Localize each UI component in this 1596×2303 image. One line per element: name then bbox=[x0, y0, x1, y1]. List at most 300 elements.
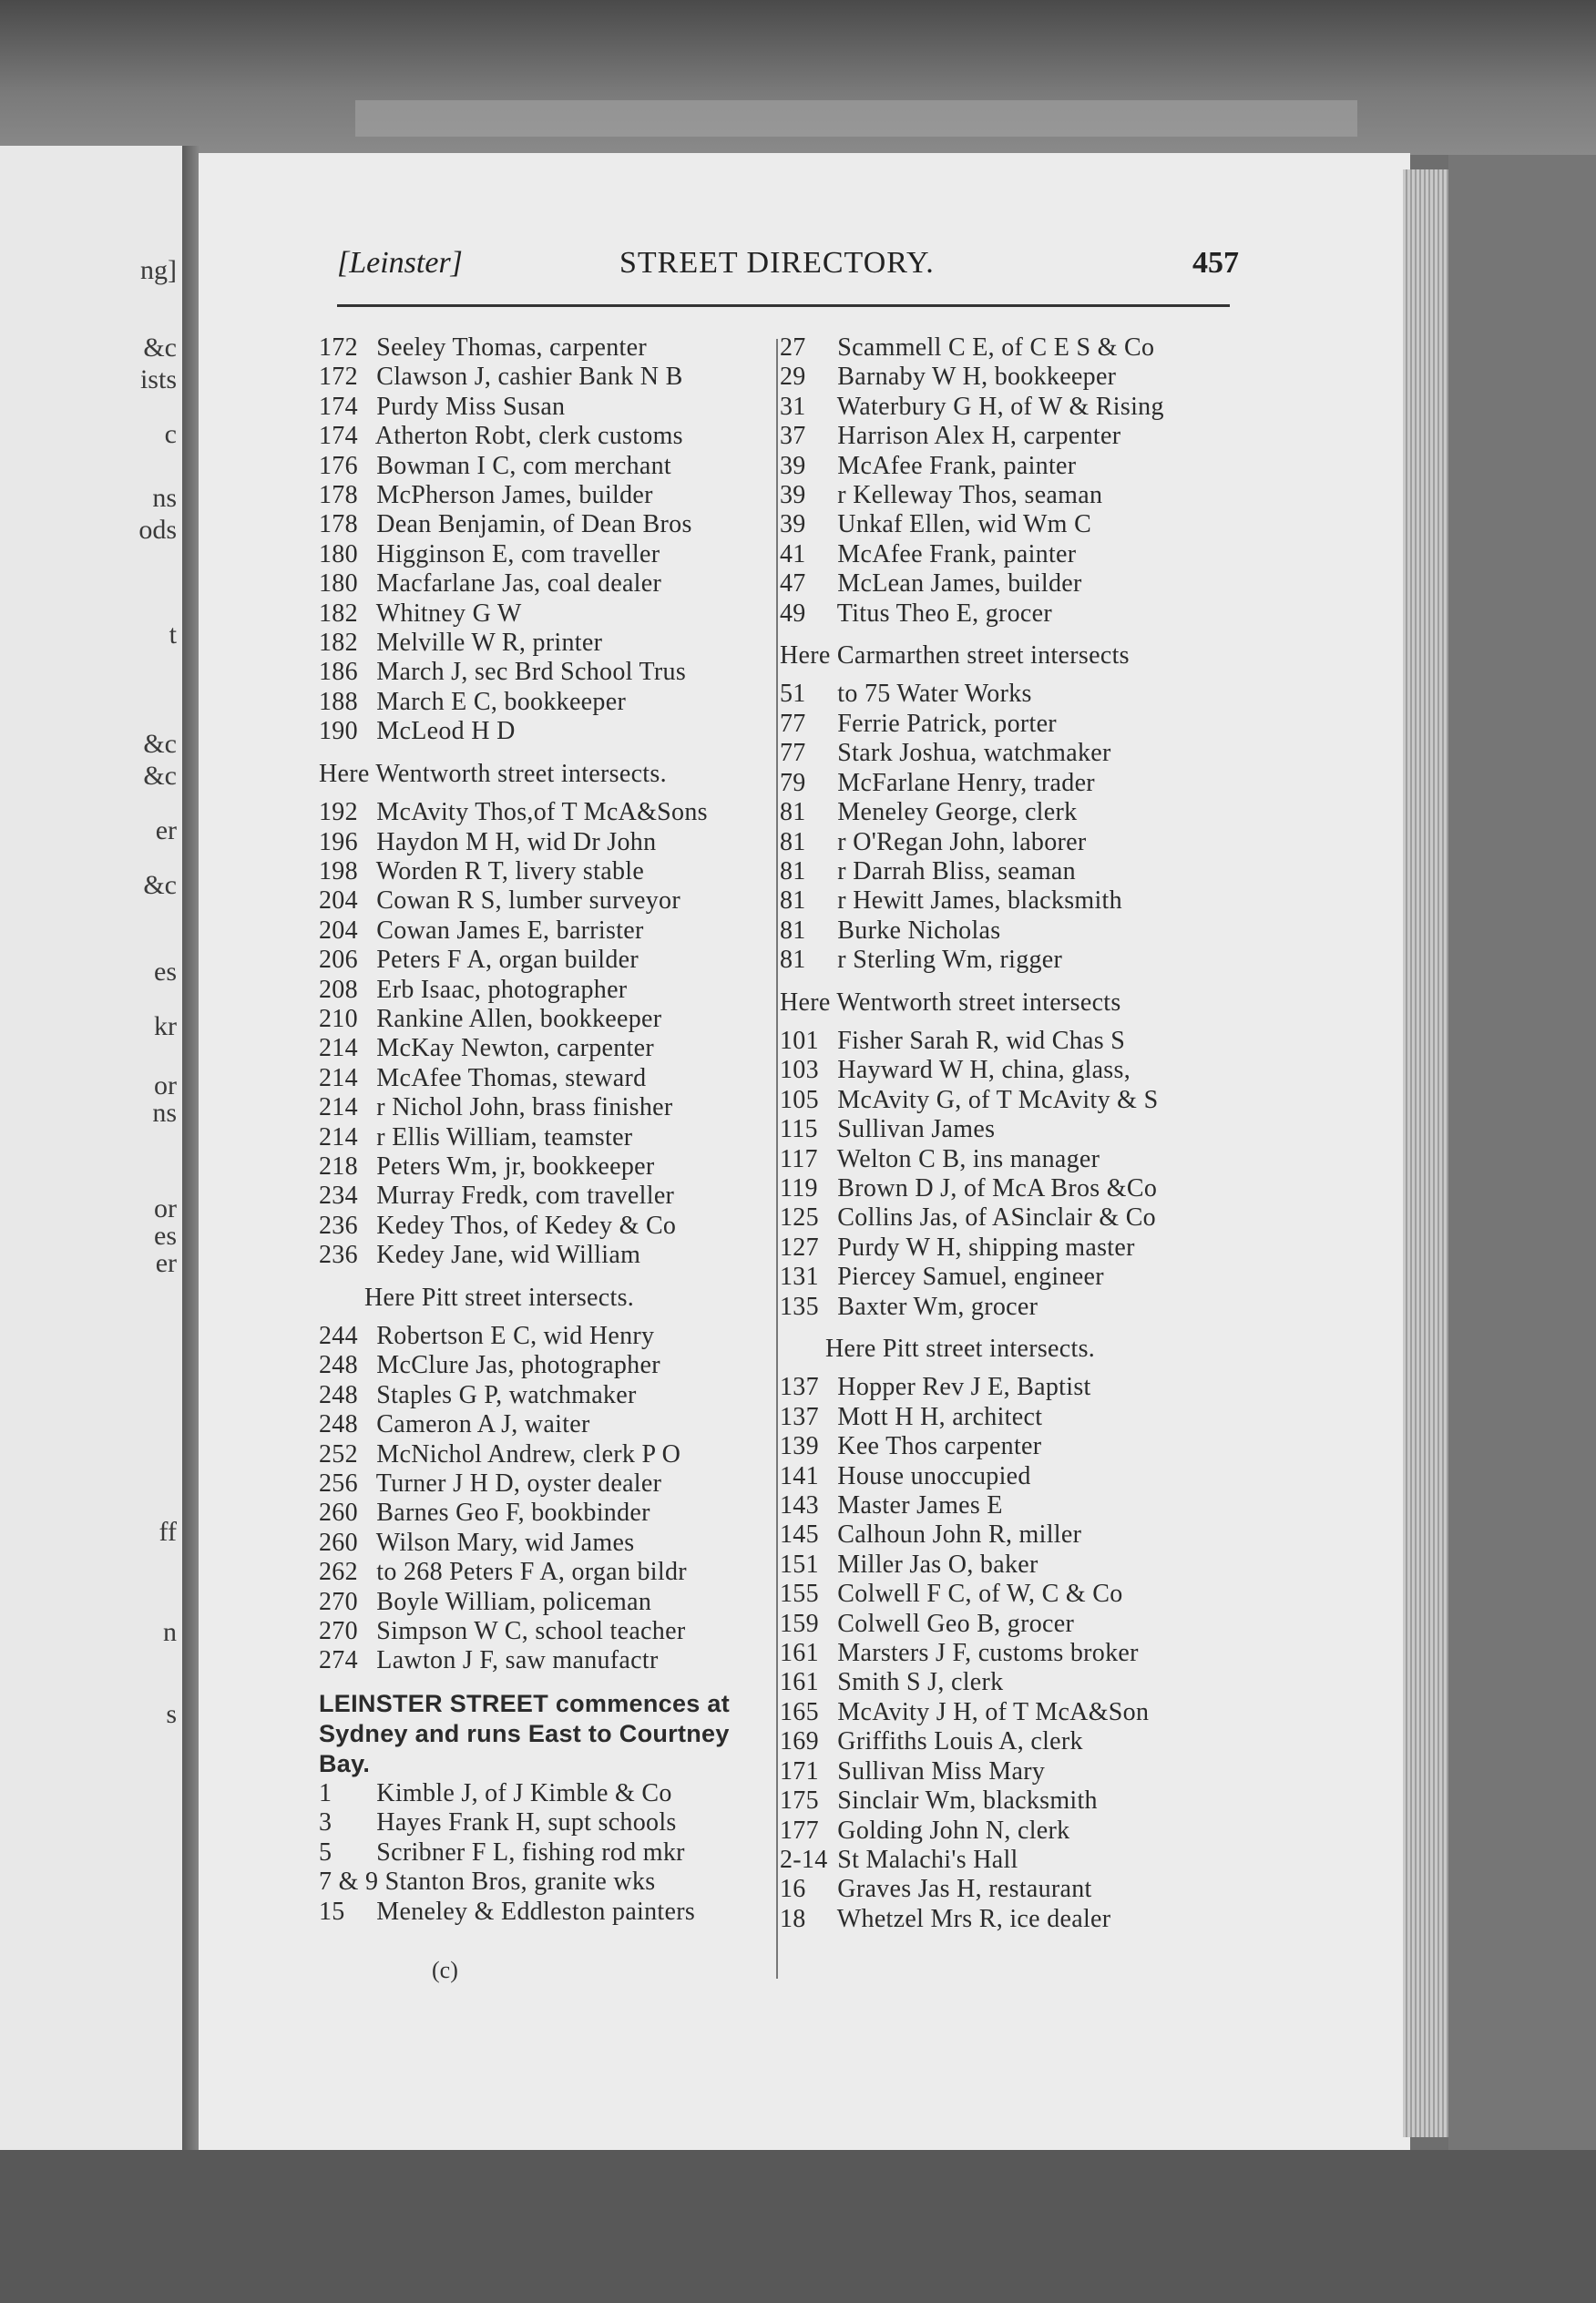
resident-text: Stanton Bros, granite wks bbox=[378, 1868, 656, 1897]
intersection-note: Here Wentworth street intersects. bbox=[319, 759, 667, 788]
directory-entry bbox=[319, 658, 774, 687]
house-number: 79 bbox=[780, 768, 806, 797]
left-column bbox=[319, 333, 774, 1927]
directory-entry bbox=[780, 1580, 1235, 1609]
directory-entry bbox=[319, 717, 774, 746]
directory-entry bbox=[780, 1817, 1235, 1846]
resident-text: March E C, bookkeeper bbox=[370, 687, 627, 716]
house-number: 171 bbox=[780, 1756, 819, 1786]
resident-text: Welton C B, ins manager bbox=[831, 1144, 1100, 1173]
directory-entry bbox=[319, 1898, 774, 1927]
house-number: 155 bbox=[780, 1580, 819, 1609]
resident-text: Collins Jas, of ASinclair & Co bbox=[831, 1203, 1156, 1233]
directory-entry bbox=[780, 857, 1235, 886]
house-number: 169 bbox=[780, 1727, 819, 1756]
resident-text: Smith S J, clerk bbox=[831, 1668, 1004, 1697]
house-number: 39 bbox=[780, 510, 806, 539]
directory-entry bbox=[780, 680, 1235, 709]
directory-entry bbox=[780, 1027, 1235, 1056]
directory-entry bbox=[319, 1469, 774, 1499]
house-number: 180 bbox=[319, 569, 358, 599]
right-column bbox=[780, 333, 1235, 1934]
resident-text: Scammell C E, of C E S & Co bbox=[831, 333, 1155, 362]
resident-text: Kedey Jane, wid William bbox=[370, 1241, 641, 1270]
house-number: 204 bbox=[319, 886, 358, 916]
directory-entry bbox=[780, 510, 1235, 539]
directory-entry bbox=[319, 798, 774, 827]
house-number: 182 bbox=[319, 629, 358, 658]
directory-entry bbox=[319, 452, 774, 481]
facing-page-text-fragment: &c bbox=[143, 870, 177, 900]
house-number: 7 & 9 bbox=[319, 1868, 379, 1897]
directory-entry bbox=[780, 1639, 1235, 1668]
house-number: 182 bbox=[319, 599, 358, 628]
house-number: 135 bbox=[780, 1292, 819, 1321]
house-number: 176 bbox=[319, 451, 358, 480]
house-number: 39 bbox=[780, 481, 806, 510]
house-number: 196 bbox=[319, 827, 358, 856]
facing-page-text-fragment: c bbox=[164, 419, 177, 449]
resident-text: Wilson Mary, wid James bbox=[370, 1528, 635, 1557]
resident-text: Peters Wm, jr, bookkeeper bbox=[370, 1152, 655, 1181]
resident-text: Purdy W H, shipping master bbox=[831, 1233, 1135, 1262]
scan-background-right bbox=[1448, 155, 1596, 2159]
house-number: 165 bbox=[780, 1697, 819, 1726]
resident-text: Mott H H, architect bbox=[831, 1402, 1043, 1431]
resident-text: Sullivan Miss Mary bbox=[831, 1756, 1046, 1786]
house-number: 81 bbox=[780, 856, 806, 885]
house-number: 3 bbox=[319, 1808, 332, 1837]
directory-entry bbox=[780, 1727, 1235, 1756]
house-number: 161 bbox=[780, 1639, 819, 1668]
house-number: 143 bbox=[780, 1491, 819, 1520]
resident-text: Whetzel Mrs R, ice dealer bbox=[831, 1904, 1111, 1933]
directory-entry bbox=[319, 1034, 774, 1063]
directory-entry bbox=[319, 1212, 774, 1241]
resident-text: Golding John N, clerk bbox=[831, 1816, 1070, 1845]
house-number: 214 bbox=[319, 1063, 358, 1092]
directory-entry bbox=[780, 1551, 1235, 1580]
page-edges bbox=[1403, 169, 1448, 2137]
house-number: 47 bbox=[780, 569, 806, 599]
directory-entry bbox=[780, 798, 1235, 827]
resident-text: Seeley Thomas, carpenter bbox=[370, 333, 647, 362]
house-number: 101 bbox=[780, 1026, 819, 1055]
facing-page-text-fragment: ff bbox=[159, 1517, 177, 1547]
facing-page-text-fragment: es bbox=[154, 1221, 177, 1251]
house-number: 81 bbox=[780, 946, 806, 975]
directory-entry bbox=[780, 1174, 1235, 1203]
directory-entry bbox=[780, 481, 1235, 510]
house-number: 159 bbox=[780, 1609, 819, 1638]
directory-entry bbox=[780, 1403, 1235, 1432]
page-title: STREET DIRECTORY. bbox=[619, 246, 935, 280]
directory-entry bbox=[319, 393, 774, 422]
resident-text: Marsters J F, customs broker bbox=[831, 1639, 1139, 1668]
directory-entry bbox=[780, 1846, 1235, 1875]
directory-entry bbox=[780, 333, 1235, 363]
directory-entry bbox=[319, 976, 774, 1005]
directory-entry bbox=[780, 1786, 1235, 1816]
resident-text: r Hewitt James, blacksmith bbox=[831, 886, 1122, 916]
directory-entry bbox=[780, 599, 1235, 629]
house-number: 177 bbox=[780, 1816, 819, 1845]
house-number: 145 bbox=[780, 1520, 819, 1550]
resident-text: Sullivan James bbox=[831, 1115, 996, 1144]
resident-text: Bowman I C, com merchant bbox=[370, 451, 671, 480]
house-number: 51 bbox=[780, 680, 806, 709]
resident-text: Atherton Robt, clerk customs bbox=[370, 422, 683, 451]
resident-text: Hayward W H, china, glass, bbox=[831, 1056, 1130, 1085]
directory-entry bbox=[319, 946, 774, 975]
resident-text: Cowan R S, lumber surveyor bbox=[370, 886, 680, 916]
directory-entry bbox=[780, 1145, 1235, 1174]
facing-page-text-fragment: t bbox=[169, 619, 177, 650]
resident-text: Peters F A, organ builder bbox=[370, 946, 639, 975]
house-number: 206 bbox=[319, 946, 358, 975]
directory-entry bbox=[780, 1491, 1235, 1520]
house-number: 260 bbox=[319, 1528, 358, 1557]
street-heading: LEINSTER STREET commences at Sydney and runs East to Courtney Bay. bbox=[319, 1689, 731, 1777]
resident-text: March J, sec Brd School Trus bbox=[370, 658, 687, 687]
facing-page-text-fragment: &c bbox=[143, 729, 177, 759]
directory-entry bbox=[319, 1617, 774, 1646]
directory-entry bbox=[780, 363, 1235, 392]
house-number: 127 bbox=[780, 1233, 819, 1262]
resident-text: McPherson James, builder bbox=[370, 481, 653, 510]
resident-text: Hayes Frank H, supt schools bbox=[370, 1808, 677, 1837]
house-number: 119 bbox=[780, 1173, 818, 1203]
resident-text: Simpson W C, school teacher bbox=[370, 1617, 686, 1646]
house-number: 31 bbox=[780, 392, 806, 421]
signature-mark: (c) bbox=[432, 1957, 458, 1983]
resident-text: Higginson E, com traveller bbox=[370, 539, 660, 568]
resident-text: Titus Theo E, grocer bbox=[831, 599, 1053, 628]
house-number: 105 bbox=[780, 1085, 819, 1114]
facing-page-text-fragment: or bbox=[154, 1193, 177, 1223]
directory-entry bbox=[319, 1241, 774, 1270]
resident-text: Harrison Alex H, carpenter bbox=[831, 422, 1121, 451]
resident-text: Haydon M H, wid Dr John bbox=[370, 827, 657, 856]
house-number: 77 bbox=[780, 739, 806, 768]
directory-entry bbox=[319, 569, 774, 599]
house-number: 5 bbox=[319, 1837, 332, 1867]
house-number: 115 bbox=[780, 1115, 818, 1144]
directory-entry bbox=[780, 1875, 1235, 1904]
page-number: 457 bbox=[1192, 246, 1239, 280]
resident-text: McKay Newton, carpenter bbox=[370, 1034, 654, 1063]
directory-entry bbox=[319, 1182, 774, 1211]
house-number: 210 bbox=[319, 1004, 358, 1033]
house-number: 260 bbox=[319, 1499, 358, 1528]
house-number: 18 bbox=[780, 1904, 806, 1933]
house-number: 16 bbox=[780, 1875, 806, 1904]
resident-text: McAfee Frank, painter bbox=[831, 451, 1077, 480]
resident-text: Whitney G W bbox=[370, 599, 522, 628]
directory-entry bbox=[319, 1410, 774, 1439]
resident-text: Unkaf Ellen, wid Wm C bbox=[831, 510, 1092, 539]
resident-text: Lawton J F, saw manufactr bbox=[370, 1646, 659, 1675]
resident-text: Griffiths Louis A, clerk bbox=[831, 1727, 1083, 1756]
house-number: 41 bbox=[780, 539, 806, 568]
directory-entry bbox=[319, 1779, 774, 1808]
directory-entry bbox=[319, 629, 774, 658]
resident-text: McAvity Thos,of T McA&Sons bbox=[370, 798, 708, 827]
house-number: 139 bbox=[780, 1432, 819, 1461]
facing-page-text-fragment: or bbox=[154, 1070, 177, 1100]
directory-entry bbox=[319, 599, 774, 629]
house-number: 151 bbox=[780, 1550, 819, 1579]
intersection-note: Here Carmarthen street intersects bbox=[780, 641, 1130, 670]
directory-entry bbox=[319, 481, 774, 510]
house-number: 81 bbox=[780, 798, 806, 827]
scan-light-band bbox=[355, 100, 1357, 137]
directory-entry bbox=[780, 422, 1235, 451]
resident-text: Erb Isaac, photographer bbox=[370, 975, 628, 1004]
directory-entry bbox=[319, 916, 774, 946]
facing-page-text-fragment: ods bbox=[138, 515, 177, 545]
house-number: 274 bbox=[319, 1646, 358, 1675]
directory-entry bbox=[780, 828, 1235, 857]
resident-text: Piercey Samuel, engineer bbox=[831, 1263, 1104, 1292]
resident-text: Hopper Rev J E, Baptist bbox=[831, 1373, 1091, 1402]
house-number: 270 bbox=[319, 1617, 358, 1646]
directory-entry bbox=[319, 1322, 774, 1351]
house-number: 262 bbox=[319, 1558, 358, 1587]
facing-page-text-fragment: ng] bbox=[140, 255, 177, 285]
directory-entry bbox=[319, 1808, 774, 1837]
directory-entry bbox=[780, 1757, 1235, 1786]
column-divider bbox=[776, 339, 778, 1979]
house-number: 236 bbox=[319, 1241, 358, 1270]
house-number: 236 bbox=[319, 1211, 358, 1240]
facing-page-text-fragment: s bbox=[166, 1699, 177, 1729]
house-number: 214 bbox=[319, 1034, 358, 1063]
resident-text: r Ellis William, teamster bbox=[370, 1122, 633, 1152]
resident-text: Ferrie Patrick, porter bbox=[831, 709, 1057, 738]
house-number: 172 bbox=[319, 363, 358, 392]
resident-text: McLeod H D bbox=[370, 717, 516, 746]
resident-text: Stark Joshua, watchmaker bbox=[831, 739, 1111, 768]
resident-text: Staples G P, watchmaker bbox=[370, 1380, 637, 1409]
resident-text: Melville W R, printer bbox=[370, 629, 603, 658]
facing-page-text-fragment: n bbox=[163, 1617, 177, 1647]
resident-text: Purdy Miss Susan bbox=[370, 392, 566, 421]
intersection-note: Here Wentworth street intersects bbox=[780, 988, 1121, 1017]
directory-entry bbox=[780, 1293, 1235, 1322]
resident-text: McAfee Frank, painter bbox=[831, 539, 1077, 568]
resident-text: Cameron A J, waiter bbox=[370, 1410, 590, 1439]
resident-text: Miller Jas O, baker bbox=[831, 1550, 1038, 1579]
section-label: [Leinster] bbox=[337, 246, 463, 280]
house-number: 248 bbox=[319, 1380, 358, 1409]
directory-entry bbox=[319, 540, 774, 569]
directory-entry bbox=[319, 1093, 774, 1122]
directory-entry bbox=[780, 1432, 1235, 1461]
resident-text: Kedey Thos, of Kedey & Co bbox=[370, 1211, 677, 1240]
house-number: 37 bbox=[780, 422, 806, 451]
directory-entry bbox=[780, 916, 1235, 946]
house-number: 174 bbox=[319, 392, 358, 421]
directory-entry bbox=[780, 710, 1235, 739]
house-number: 174 bbox=[319, 422, 358, 451]
directory-entry bbox=[319, 1838, 774, 1868]
directory-entry bbox=[780, 739, 1235, 768]
resident-text: McClure Jas, photographer bbox=[370, 1351, 660, 1380]
resident-text: Brown D J, of McA Bros &Co bbox=[831, 1173, 1158, 1203]
house-number: 103 bbox=[780, 1056, 819, 1085]
house-number: 175 bbox=[780, 1786, 819, 1816]
resident-text: Robertson E C, wid Henry bbox=[370, 1322, 655, 1350]
resident-text: Master James E bbox=[831, 1491, 1003, 1520]
directory-entry bbox=[780, 1698, 1235, 1727]
resident-text: Colwell F C, of W, C & Co bbox=[831, 1580, 1123, 1609]
directory-entry bbox=[319, 1064, 774, 1093]
scan-background-bottom bbox=[0, 2150, 1596, 2303]
directory-entry bbox=[780, 1520, 1235, 1550]
house-number: 218 bbox=[319, 1152, 358, 1181]
book-gutter bbox=[182, 146, 200, 2168]
intersection-note: Here Pitt street intersects. bbox=[364, 1283, 635, 1312]
directory-entry bbox=[319, 422, 774, 451]
directory-entry bbox=[780, 1203, 1235, 1233]
resident-text: r Nichol John, brass finisher bbox=[370, 1093, 673, 1122]
directory-entry bbox=[780, 1610, 1235, 1639]
directory-entry bbox=[780, 769, 1235, 798]
house-number: 252 bbox=[319, 1439, 358, 1469]
directory-entry bbox=[780, 1056, 1235, 1085]
directory-entry bbox=[780, 1115, 1235, 1144]
directory-entry bbox=[319, 688, 774, 717]
house-number: 172 bbox=[319, 333, 358, 362]
facing-page-text-fragment: &c bbox=[143, 761, 177, 791]
running-header bbox=[337, 246, 1239, 301]
resident-text: Barnaby W H, bookkeeper bbox=[831, 363, 1117, 392]
directory-entry bbox=[319, 1868, 774, 1897]
facing-page-text-fragment: es bbox=[154, 957, 177, 987]
resident-text: Murray Fredk, com traveller bbox=[370, 1182, 675, 1211]
house-number: 256 bbox=[319, 1469, 358, 1499]
directory-entry bbox=[780, 946, 1235, 975]
intersection-note: Here Pitt street intersects. bbox=[825, 1335, 1096, 1363]
house-number: 161 bbox=[780, 1668, 819, 1697]
resident-text: St Malachi's Hall bbox=[831, 1845, 1018, 1874]
house-number: 192 bbox=[319, 798, 358, 827]
directory-entry bbox=[780, 393, 1235, 422]
resident-text: Kee Thos carpenter bbox=[831, 1432, 1042, 1461]
house-number: 141 bbox=[780, 1461, 819, 1490]
resident-text: to 75 Water Works bbox=[831, 680, 1032, 709]
directory-entry bbox=[319, 510, 774, 539]
facing-page-text-fragment: er bbox=[155, 815, 177, 845]
resident-text: Turner J H D, oyster dealer bbox=[370, 1469, 662, 1499]
house-number: 2-14 bbox=[780, 1845, 828, 1874]
resident-text: r Sterling Wm, rigger bbox=[831, 946, 1063, 975]
house-number: 178 bbox=[319, 481, 358, 510]
house-number: 248 bbox=[319, 1351, 358, 1380]
resident-text: McAvity J H, of T McA&Son bbox=[831, 1697, 1150, 1726]
directory-entry bbox=[319, 1588, 774, 1617]
directory-entry bbox=[319, 1440, 774, 1469]
house-number: 214 bbox=[319, 1122, 358, 1152]
directory-entry bbox=[780, 886, 1235, 916]
house-number: 188 bbox=[319, 687, 358, 716]
house-number: 29 bbox=[780, 363, 806, 392]
directory-entry bbox=[319, 1646, 774, 1675]
resident-text: Boyle William, policeman bbox=[370, 1587, 652, 1616]
directory-entry bbox=[319, 1123, 774, 1152]
resident-text: Colwell Geo B, grocer bbox=[831, 1609, 1075, 1638]
directory-entry bbox=[319, 1558, 774, 1587]
house-number: 15 bbox=[319, 1897, 345, 1926]
resident-text: to 268 Peters F A, organ bildr bbox=[370, 1558, 687, 1587]
directory-entry bbox=[319, 1529, 774, 1558]
directory-entry bbox=[319, 1381, 774, 1410]
facing-page-text-fragment: er bbox=[155, 1248, 177, 1278]
resident-text: Sinclair Wm, blacksmith bbox=[831, 1786, 1098, 1816]
facing-page-text-fragment: kr bbox=[154, 1011, 177, 1041]
house-number: 178 bbox=[319, 510, 358, 539]
directory-entry bbox=[319, 333, 774, 363]
house-number: 214 bbox=[319, 1093, 358, 1122]
house-number: 234 bbox=[319, 1182, 358, 1211]
house-number: 27 bbox=[780, 333, 806, 362]
house-number: 186 bbox=[319, 658, 358, 687]
house-number: 244 bbox=[319, 1322, 358, 1350]
resident-text: Dean Benjamin, of Dean Bros bbox=[370, 510, 692, 539]
resident-text: Waterbury G H, of W & Rising bbox=[831, 392, 1164, 421]
directory-entry bbox=[319, 1499, 774, 1528]
resident-text: McFarlane Henry, trader bbox=[831, 768, 1095, 797]
directory-entry bbox=[319, 828, 774, 857]
house-number: 131 bbox=[780, 1263, 819, 1292]
house-number: 81 bbox=[780, 827, 806, 856]
house-number: 190 bbox=[319, 717, 358, 746]
house-number: 125 bbox=[780, 1203, 819, 1233]
resident-text: Barnes Geo F, bookbinder bbox=[370, 1499, 650, 1528]
directory-entry bbox=[780, 1373, 1235, 1402]
resident-text: Macfarlane Jas, coal dealer bbox=[370, 569, 662, 599]
resident-text: r Kelleway Thos, seaman bbox=[831, 481, 1103, 510]
resident-text: Clawson J, cashier Bank N B bbox=[370, 363, 683, 392]
house-number: 137 bbox=[780, 1402, 819, 1431]
directory-entry bbox=[319, 857, 774, 886]
directory-entry bbox=[780, 1086, 1235, 1115]
resident-text: McAfee Thomas, steward bbox=[370, 1063, 647, 1092]
house-number: 180 bbox=[319, 539, 358, 568]
resident-text: House unoccupied bbox=[831, 1461, 1031, 1490]
house-number: 77 bbox=[780, 709, 806, 738]
resident-text: McNichol Andrew, clerk P O bbox=[370, 1439, 681, 1469]
resident-text: Meneley George, clerk bbox=[831, 798, 1078, 827]
directory-entry bbox=[319, 886, 774, 916]
resident-text: McLean James, builder bbox=[831, 569, 1082, 599]
directory-entry bbox=[780, 1905, 1235, 1934]
directory-entry bbox=[780, 569, 1235, 599]
resident-text: Burke Nicholas bbox=[831, 916, 1001, 945]
facing-page-fragment bbox=[0, 146, 182, 2168]
header-rule bbox=[337, 304, 1230, 307]
house-number: 270 bbox=[319, 1587, 358, 1616]
resident-text: Cowan James E, barrister bbox=[370, 916, 644, 945]
resident-text: Meneley & Eddleston painters bbox=[370, 1897, 696, 1926]
directory-entry bbox=[319, 363, 774, 392]
facing-page-text-fragment: &c bbox=[143, 333, 177, 363]
house-number: 117 bbox=[780, 1144, 818, 1173]
house-number: 208 bbox=[319, 975, 358, 1004]
facing-page-text-fragment: ists bbox=[139, 364, 177, 394]
directory-entry bbox=[319, 1152, 774, 1182]
